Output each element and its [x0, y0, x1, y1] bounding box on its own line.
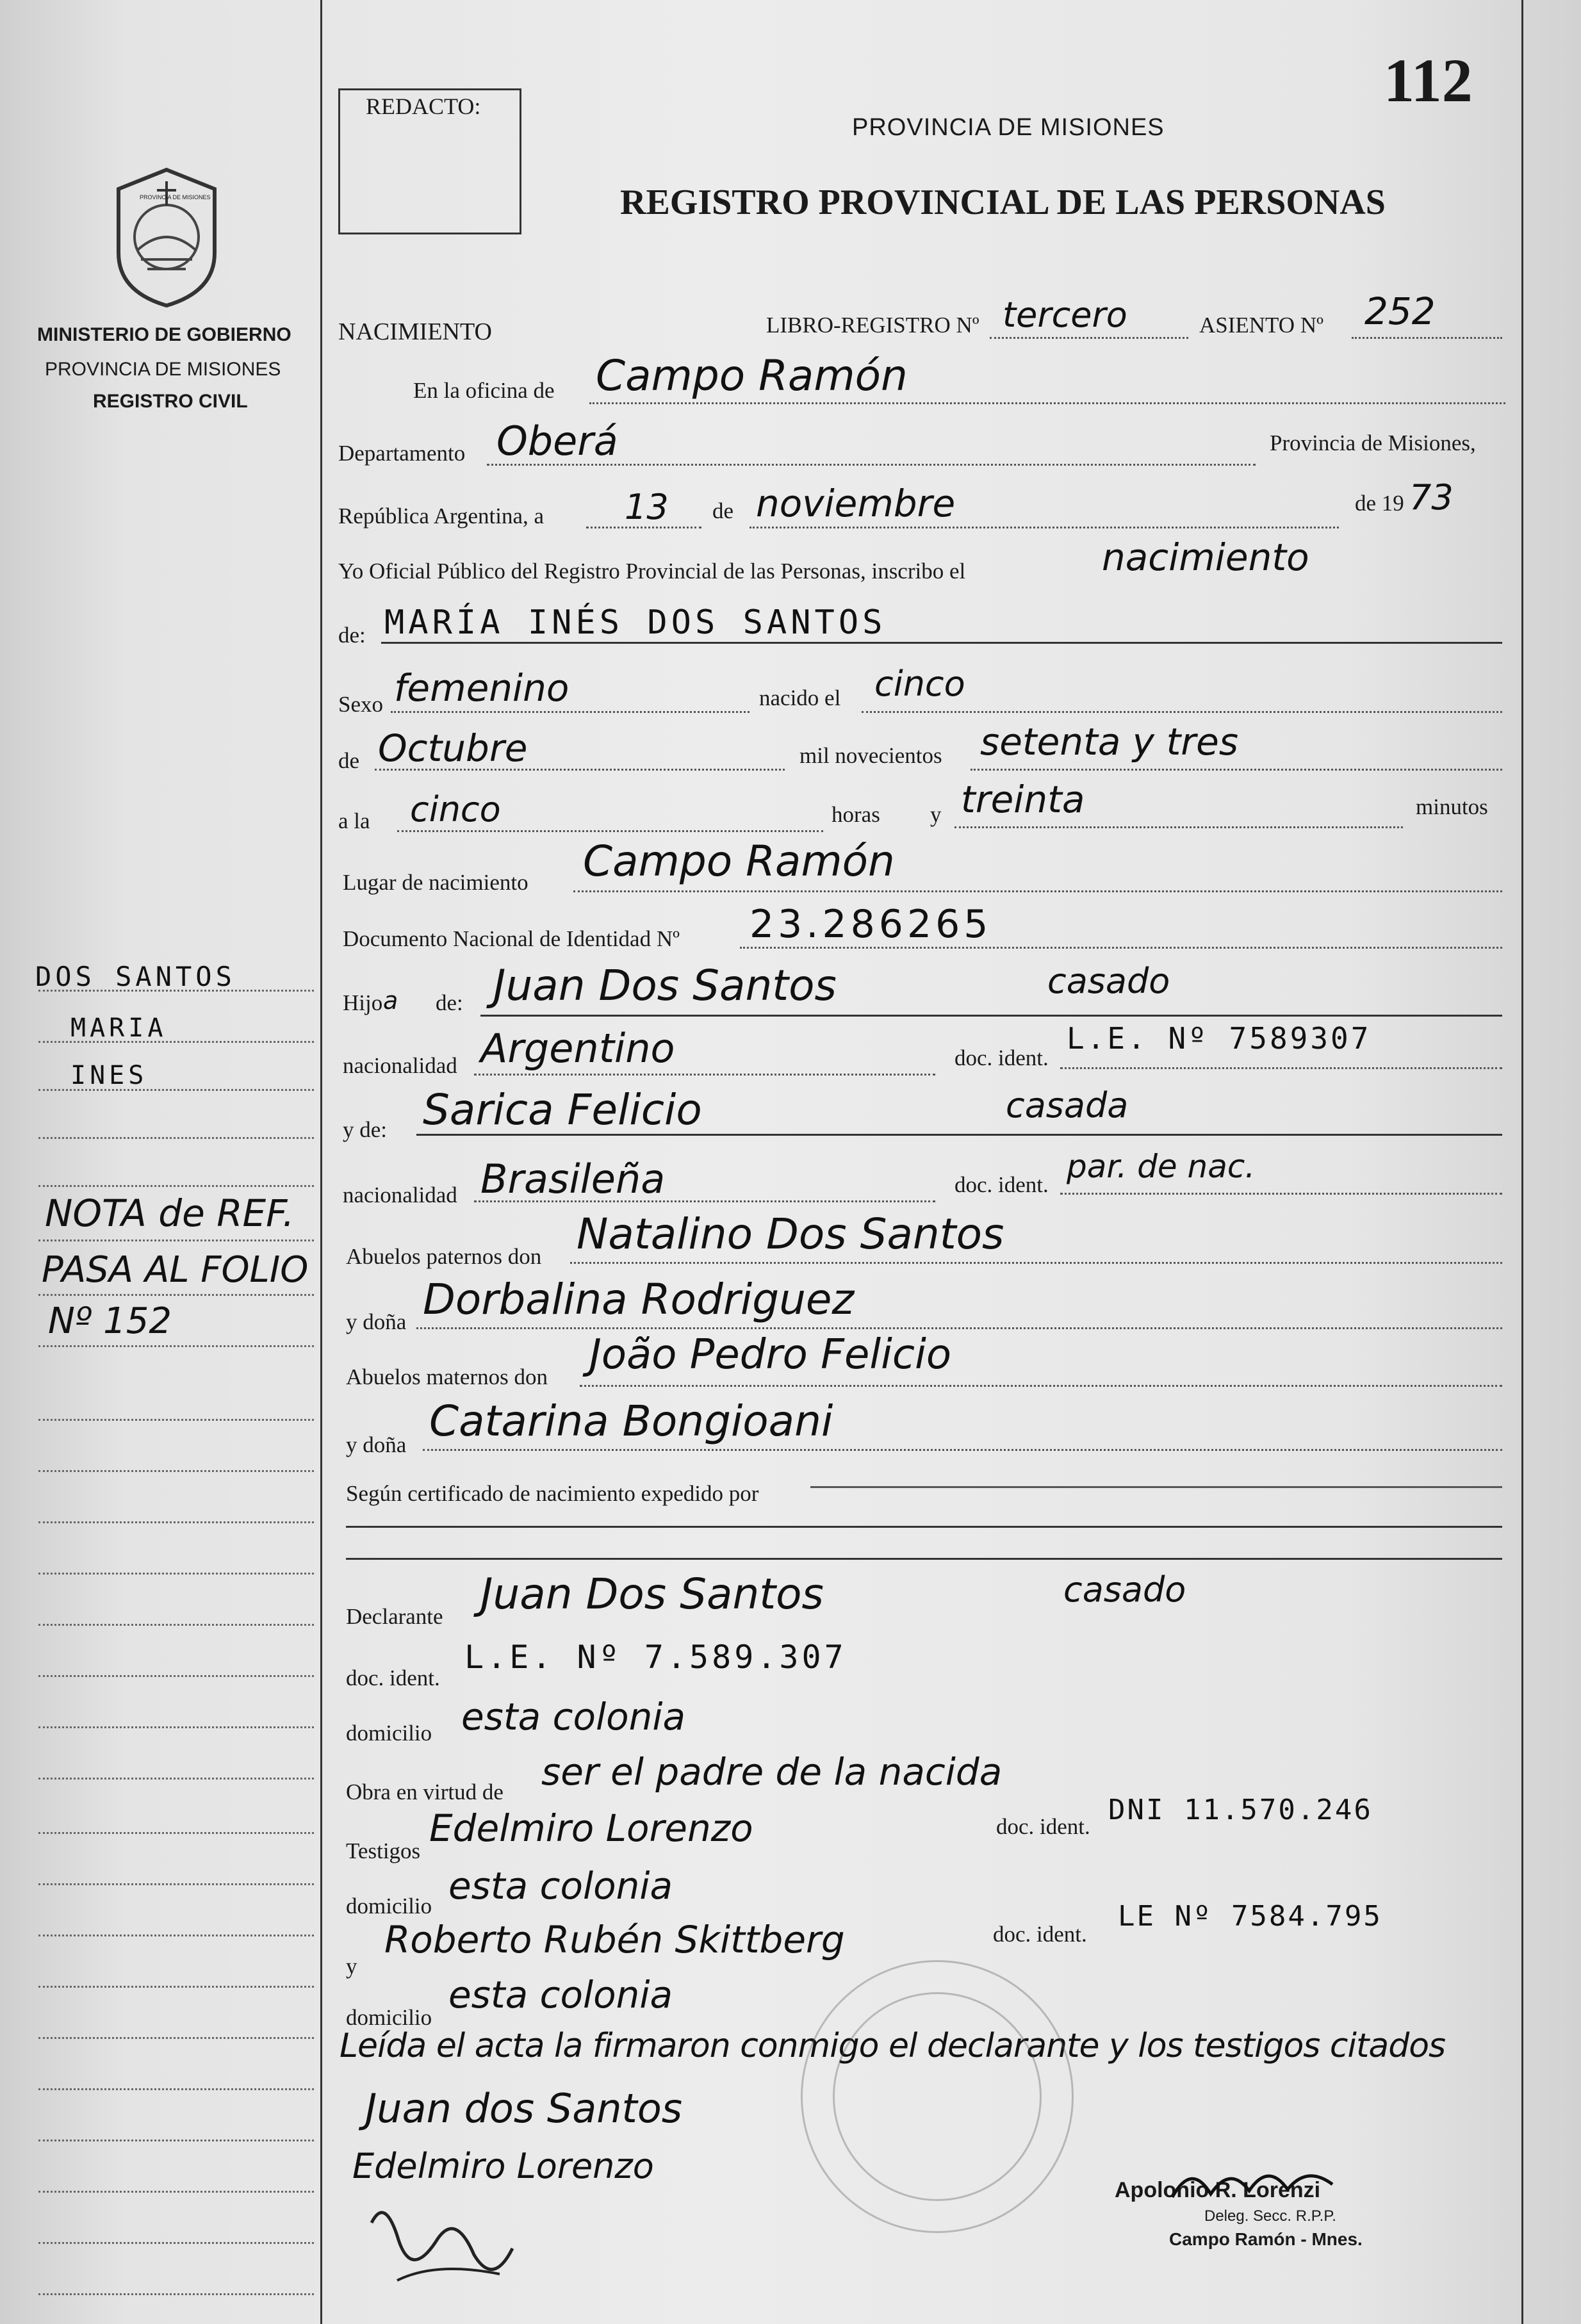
testigo-2-doc-value: LE Nº 7584.795 [1118, 1900, 1382, 1933]
hours-line [397, 830, 823, 832]
margin-line [38, 2242, 314, 2244]
horas-label: horas [831, 802, 880, 827]
paternal-grandfather-label: Abuelos paternos don [346, 1244, 542, 1269]
maternal-grandmother-line [423, 1449, 1502, 1451]
lugar-label: Lugar de nacimiento [343, 870, 528, 895]
paternal-grandfather: Natalino Dos Santos [577, 1209, 1004, 1259]
testigo-1-name: Edelmiro Lorenzo [429, 1806, 753, 1850]
margin-line [38, 2293, 314, 2295]
left-margin-rule [320, 0, 322, 2324]
maternal-grandfather-line [580, 1385, 1502, 1387]
witness-scribble [359, 2184, 525, 2293]
page-number: 112 [1384, 46, 1473, 115]
mother-marital-status: casada [1006, 1085, 1129, 1125]
birthplace-value: Campo Ramón [583, 837, 895, 886]
registration-month: noviembre [756, 482, 956, 525]
testigo-2-y-label: y [346, 1954, 357, 1979]
registration-year: 73 [1409, 477, 1454, 518]
a-la-label: a la [338, 808, 370, 833]
minutes-value: treinta [961, 778, 1085, 821]
testigo-1-domicilio-label: domicilio [346, 1894, 432, 1919]
birth-year: setenta y tres [980, 720, 1239, 764]
father-nationality-line [474, 1074, 935, 1076]
libro-value: tercero [1003, 295, 1127, 335]
mother-nationality-line [474, 1200, 935, 1202]
obra-value: ser el padre de la nacida [541, 1750, 1003, 1794]
margin-line [38, 1986, 314, 1988]
oficina-value: Campo Ramón [596, 351, 908, 400]
redacto-box [338, 88, 521, 234]
certificado-line [810, 1486, 1502, 1488]
sexo-line [391, 711, 750, 713]
testigo-1-doc-value: DNI 11.570.246 [1108, 1794, 1373, 1826]
de-mes-label: de [338, 748, 360, 773]
official-stamp-name: Apolonio R. Lorenzi [1115, 2178, 1321, 2202]
maternal-grandmother-label: y doña [346, 1432, 407, 1457]
redacto-label: REDACTO: [366, 94, 481, 119]
paternal-grandmother-label: y doña [346, 1309, 407, 1334]
republica-label: República Argentina, a [338, 503, 545, 528]
libro-line [990, 337, 1188, 339]
maternal-grandmother: Catarina Bongioani [429, 1396, 833, 1446]
margin-line [38, 990, 314, 992]
testigo-signature: Edelmiro Lorenzo [352, 2146, 654, 2186]
right-margin-rule [1521, 0, 1523, 2324]
mother-doc-line [1060, 1193, 1502, 1195]
day-line [586, 527, 701, 528]
margin-line [38, 1294, 314, 1296]
provincia-label: Provincia de Misiones, [1270, 430, 1476, 455]
margin-line [38, 1089, 314, 1091]
margin-line [38, 1935, 314, 1936]
mil-label: mil novecientos [799, 743, 942, 768]
paternal-grandmother: Dorbalina Rodriguez [423, 1275, 855, 1324]
margin-line [38, 2037, 314, 2039]
hours-value: cinco [410, 789, 501, 830]
mother-nationality-label: nacionalidad [343, 1182, 457, 1207]
departamento-value: Oberá [496, 418, 618, 464]
section-divider-2 [346, 1558, 1502, 1560]
nacido-label: nacido el [759, 685, 841, 710]
margin-line [38, 1726, 314, 1728]
maternal-grandfather: João Pedro Felicio [589, 1331, 952, 1379]
margin-note-line-2: PASA AL FOLIO [42, 1249, 309, 1291]
libro-label: LIBRO-REGISTRO Nº [766, 313, 979, 338]
margin-line [38, 2191, 314, 2193]
inscribo-value: nacimiento [1102, 536, 1309, 579]
paternal-grandfather-line [570, 1262, 1502, 1264]
testigo-1-doc-label: doc. ident. [996, 1814, 1090, 1839]
sexo-value: femenino [394, 666, 569, 710]
declarante-domicilio: esta colonia [461, 1695, 686, 1739]
margin-line [38, 1345, 314, 1347]
de-label: de [712, 498, 734, 523]
declarante-signature: Juan dos Santos [365, 2085, 683, 2132]
testigo-2-domicilio: esta colonia [448, 1973, 673, 2017]
official-stamp-line-2: Deleg. Secc. R.P.P. [1204, 2207, 1336, 2225]
margin-line [38, 1240, 314, 1241]
hijo-de-label: de: [436, 990, 463, 1015]
ministry-line-1: MINISTERIO DE GOBIERNO [37, 324, 291, 345]
margin-line [38, 1521, 314, 1523]
mother-doc-value: par. de nac. [1067, 1148, 1256, 1185]
departamento-line [487, 464, 1256, 466]
father-nationality-label: nacionalidad [343, 1053, 457, 1078]
oficina-label: En la oficina de [413, 378, 555, 403]
declarante-domicilio-label: domicilio [346, 1721, 432, 1746]
y-de-label: y de: [343, 1117, 388, 1142]
margin-note-line-1: NOTA de REF. [45, 1191, 295, 1235]
margin-note-line-3: Nº 152 [48, 1300, 172, 1342]
margin-line [38, 1832, 314, 1834]
sexo-label: Sexo [338, 692, 383, 717]
provincial-seal [102, 163, 231, 311]
testigo-2-name: Roberto Rubén Skittberg [384, 1918, 845, 1961]
margin-line [38, 1470, 314, 1472]
de19-label: de 19 [1355, 491, 1404, 516]
hijo-suffix: a [383, 986, 398, 1015]
mother-nationality: Brasileña [480, 1156, 666, 1202]
margin-line [38, 1883, 314, 1885]
testigo-1-domicilio: esta colonia [448, 1864, 673, 1908]
margin-line [38, 1185, 314, 1187]
margin-line [38, 2140, 314, 2141]
father-doc-value: L.E. Nº 7589307 [1067, 1021, 1372, 1056]
asiento-value: 252 [1364, 290, 1436, 333]
margin-line [38, 1419, 314, 1421]
declarante-doc-value: L.E. Nº 7.589.307 [464, 1639, 847, 1676]
obra-label: Obra en virtud de [346, 1780, 504, 1804]
declarante-label: Declarante [346, 1604, 443, 1629]
margin-name-line-1: DOS SANTOS [35, 961, 236, 992]
ministry-line-2: PROVINCIA DE MISIONES [45, 359, 281, 380]
nacido-value: cinco [874, 664, 965, 704]
nacido-line [862, 711, 1502, 713]
father-doc-line [1060, 1067, 1502, 1069]
margin-line [38, 1624, 314, 1626]
mother-doc-label: doc. ident. [954, 1172, 1049, 1197]
asiento-label: ASIENTO Nº [1199, 313, 1323, 338]
minutos-label: minutos [1416, 794, 1488, 819]
father-nationality: Argentino [480, 1025, 675, 1072]
margin-line [38, 1675, 314, 1677]
hijo-label: Hijo [343, 990, 383, 1015]
nacimiento-label: NACIMIENTO [338, 318, 492, 345]
departamento-label: Departamento [338, 441, 466, 466]
certificado-label: Según certificado de nacimiento expedido por [346, 1481, 759, 1506]
y-label: y [930, 802, 942, 827]
asiento-line [1352, 337, 1502, 339]
declarante-doc-label: doc. ident. [346, 1665, 440, 1690]
margin-line [38, 1778, 314, 1780]
declarante-marital-status: casado [1063, 1569, 1186, 1610]
margin-line [38, 1041, 314, 1043]
paternal-grandmother-line [416, 1327, 1502, 1329]
child-name-line [381, 642, 1502, 644]
mother-line [416, 1134, 1502, 1136]
oficina-line [589, 402, 1505, 404]
birthplace-line [573, 890, 1502, 892]
closing-statement: Leída el acta la firmaron conmigo el declarante y los testigos citados [340, 2027, 1446, 2065]
section-divider-1 [346, 1526, 1502, 1528]
margin-line [38, 1573, 314, 1575]
testigo-2-domicilio-label: domicilio [346, 2005, 432, 2030]
dni-line [740, 947, 1502, 949]
heading-province: PROVINCIA DE MISIONES [852, 114, 1165, 141]
birth-year-line [971, 769, 1502, 771]
registration-day: 13 [625, 487, 669, 527]
testigo-2-doc-label: doc. ident. [993, 1922, 1087, 1947]
heading-registry: REGISTRO PROVINCIAL DE LAS PERSONAS [620, 183, 1386, 222]
month-line [750, 527, 1339, 528]
margin-line [38, 2088, 314, 2090]
ministry-line-3: REGISTRO CIVIL [93, 391, 248, 412]
seal-text: PROVINCIA DE MISIONES [140, 194, 211, 200]
dni-label: Documento Nacional de Identidad Nº [343, 926, 680, 951]
father-doc-label: doc. ident. [954, 1045, 1049, 1070]
maternal-grandfather-label: Abuelos maternos don [346, 1364, 548, 1389]
child-name: MARÍA INÉS DOS SANTOS [384, 603, 887, 642]
testigos-label: Testigos [346, 1838, 421, 1863]
dni-value: 23.286265 [750, 902, 992, 947]
declarante-name: Juan Dos Santos [480, 1569, 824, 1619]
official-stamp-line-3: Campo Ramón - Mnes. [1169, 2229, 1363, 2249]
birth-month: Octubre [378, 726, 528, 770]
de-nombre-label: de: [338, 623, 366, 648]
official-signature [1166, 2159, 1345, 2210]
oficial-label: Yo Oficial Público del Registro Provincial de las Personas, inscribo el [338, 559, 966, 584]
birth-month-line [375, 769, 785, 771]
margin-line [38, 1137, 314, 1139]
margin-name-line-3: INES [70, 1061, 148, 1090]
father-marital-status: casado [1047, 961, 1170, 1001]
father-name: Juan Dos Santos [493, 961, 837, 1010]
registry-round-stamp-inner [833, 1992, 1042, 2201]
minutes-line [954, 826, 1403, 828]
father-line [480, 1015, 1502, 1017]
margin-name-line-2: MARIA [70, 1013, 167, 1043]
mother-name: Sarica Felicio [423, 1085, 702, 1134]
